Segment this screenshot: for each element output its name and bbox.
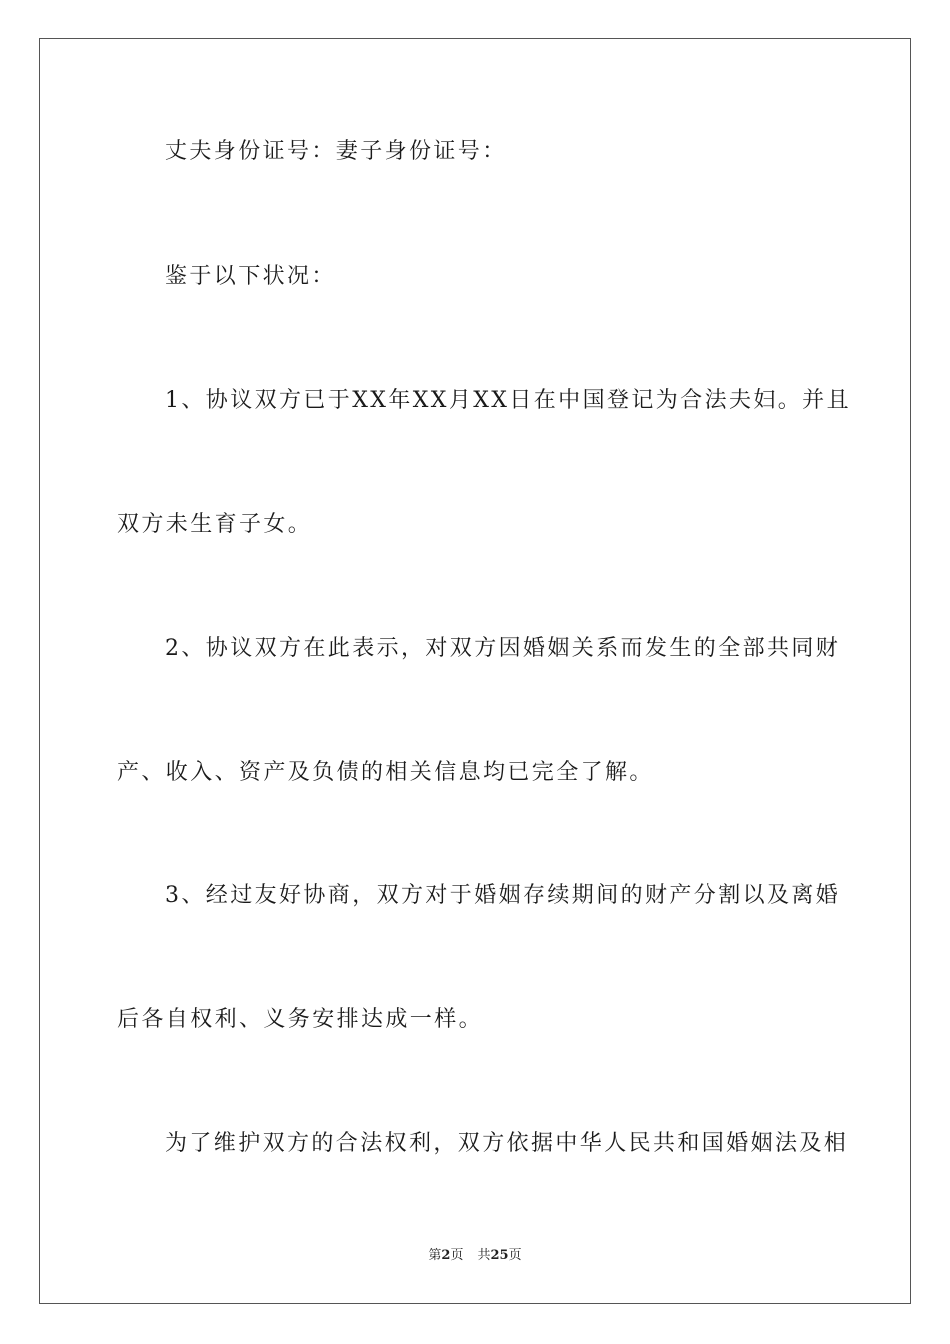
page-prefix: 第 xyxy=(428,1248,442,1263)
paragraph-id-numbers: 丈夫身份证号：妻子身份证号： xyxy=(165,139,507,164)
paragraph-item-3-line-1: 3、经过友好协商，双方对于婚姻存续期间的财产分割以及离婚 xyxy=(165,883,841,908)
page-suffix: 页 xyxy=(450,1248,464,1263)
paragraph-item-1-line-1: 1、协议双方已于XX年XX月XX日在中国登记为合法夫妇。并且 xyxy=(165,388,851,413)
paragraph-item-3-line-2: 后各自权利、义务安排达成一样。 xyxy=(117,1007,484,1032)
paragraph-item-2-line-1: 2、协议双方在此表示，对双方因婚姻关系而发生的全部共同财 xyxy=(165,636,841,661)
total-prefix: 共 xyxy=(477,1248,491,1263)
paragraph-circumstances: 鉴于以下状况： xyxy=(165,264,336,289)
page-number: 2 xyxy=(441,1248,451,1263)
paragraph-item-2-line-2: 产、收入、资产及负债的相关信息均已完全了解。 xyxy=(117,760,654,785)
total-pages: 25 xyxy=(490,1248,509,1263)
total-suffix: 页 xyxy=(508,1248,522,1263)
paragraph-purpose: 为了维护双方的合法权利，双方依据中华人民共和国婚姻法及相 xyxy=(165,1131,849,1156)
page-footer xyxy=(0,1247,950,1265)
page-border xyxy=(39,38,911,1304)
paragraph-item-1-line-2: 双方未生育子女。 xyxy=(117,512,313,537)
